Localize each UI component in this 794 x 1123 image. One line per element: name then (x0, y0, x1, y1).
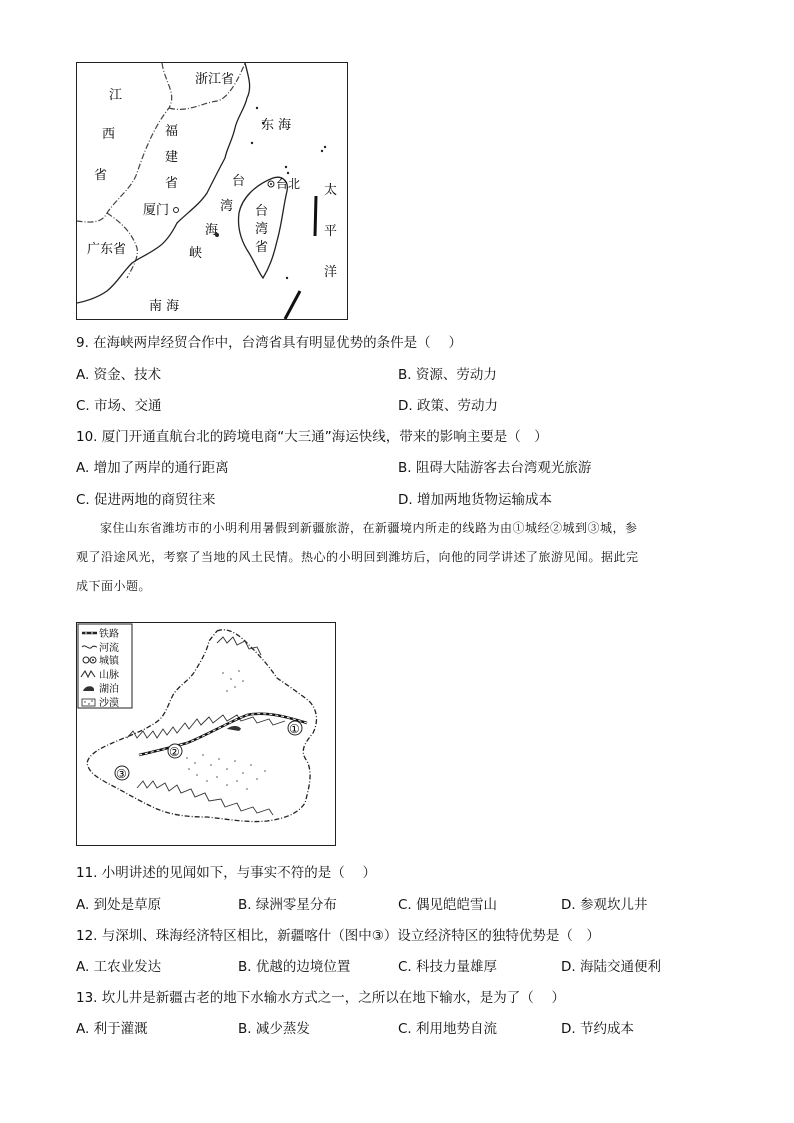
label-fujian-3: 省 (165, 176, 179, 191)
legend-lake: 湖泊 (99, 684, 119, 695)
q9-option-b[interactable]: B. 资源、劳动力 (398, 367, 497, 383)
legend-desert: 沙漠 (99, 698, 119, 709)
q11-option-c[interactable]: C. 偶见皑皑雪山 (398, 897, 498, 913)
q11-option-b[interactable]: B. 绿洲零星分布 (238, 897, 337, 913)
label-strait-2: 湾 (220, 199, 234, 214)
q9-option-c[interactable]: C. 市场、交通 (76, 398, 162, 414)
q11-stem: 11. 小明讲述的见闻如下，与事实不符的是（ ） (76, 865, 377, 881)
label-pacific-2: 平 (324, 224, 338, 239)
label-taiwan-1: 台 (255, 204, 269, 219)
label-strait-1: 台 (232, 174, 246, 189)
q10-option-b[interactable]: B. 阻碍大陆游客去台湾观光旅游 (398, 460, 592, 476)
q13-option-a[interactable]: A. 利于灌溉 (76, 1021, 148, 1037)
q9-stem: 9. 在海峡两岸经贸合作中，台湾省具有明显优势的条件是（ ） (76, 335, 462, 351)
legend-railway: 铁路 (99, 629, 119, 640)
label-nanhai: 南 海 (149, 299, 180, 314)
q12-option-d[interactable]: D. 海陆交通便利 (561, 959, 661, 975)
q10-stem: 10. 厦门开通直航台北的跨境电商“大三通”海运快线，带来的影响主要是（ ） (76, 429, 548, 445)
q11-option-a[interactable]: A. 到处是草原 (76, 897, 162, 913)
label-pacific-1: 太 (324, 183, 338, 198)
q9-option-a[interactable]: A. 资金、技术 (76, 367, 162, 383)
marker-city-2: ② (169, 745, 180, 759)
legend-town: 城镇 (99, 656, 119, 667)
taiwan-strait-map-svg (77, 63, 347, 319)
label-zhejiang: 浙江省 (195, 72, 235, 87)
legend-river: 河流 (99, 643, 119, 654)
label-donghai: 东 海 (261, 118, 292, 133)
label-taiwan-2: 湾 (255, 222, 269, 237)
q12-stem: 12. 与深圳、珠海经济特区相比，新疆喀什（图中③）设立经济特区的独特优势是（ ） (76, 928, 600, 944)
label-strait-3: 海 (205, 223, 219, 238)
label-taibei: 台北 (276, 177, 301, 191)
q10-option-d[interactable]: D. 增加两地货物运输成本 (398, 492, 552, 508)
label-guangdong: 广东省 (87, 242, 127, 257)
label-xiamen: 厦门 (143, 203, 170, 218)
q13-option-c[interactable]: C. 利用地势自流 (398, 1021, 498, 1037)
taiwan-strait-map (76, 62, 348, 320)
q10-option-a[interactable]: A. 增加了两岸的通行距离 (76, 460, 229, 476)
q10-option-c[interactable]: C. 促进两地的商贸往来 (76, 492, 216, 508)
passage-line-2: 观了沿途风光，考察了当地的风土民情。热心的小明回到潍坊后，向他的同学讲述了旅游见闻。据此完 (76, 550, 639, 564)
label-pacific-3: 洋 (324, 265, 338, 280)
q12-option-b[interactable]: B. 优越的边境位置 (238, 959, 351, 975)
label-strait-4: 峡 (189, 246, 203, 261)
marker-city-3: ③ (116, 767, 127, 781)
q13-option-d[interactable]: D. 节约成本 (561, 1021, 634, 1037)
q12-option-c[interactable]: C. 科技力量雄厚 (398, 959, 498, 975)
q9-option-d[interactable]: D. 政策、劳动力 (398, 398, 498, 414)
q11-option-d[interactable]: D. 参观坎儿井 (561, 897, 648, 913)
q13-stem: 13. 坎儿井是新疆古老的地下水输水方式之一，之所以在地下输水，是为了（ ） (76, 990, 566, 1006)
xinjiang-map-svg (77, 623, 335, 845)
label-fujian-2: 建 (165, 150, 179, 165)
reading-passage (76, 514, 716, 601)
marker-city-1: ① (289, 722, 300, 736)
label-jiangxi-1: 江 (109, 88, 123, 103)
q12-option-a[interactable]: A. 工农业发达 (76, 959, 162, 975)
q13-option-b[interactable]: B. 减少蒸发 (238, 1021, 310, 1037)
passage-line-3: 成下面小题。 (76, 579, 152, 593)
label-jiangxi-2: 西 (102, 127, 116, 142)
label-fujian-1: 福 (165, 124, 179, 139)
label-taiwan-3: 省 (255, 240, 269, 255)
xinjiang-map (76, 622, 336, 846)
passage-line-1: 家住山东省潍坊市的小明利用暑假到新疆旅游，在新疆境内所走的线路为由①城经②城到③城，参 (100, 521, 638, 535)
label-jiangxi-3: 省 (94, 168, 108, 183)
legend-mountain: 山脉 (99, 670, 119, 681)
